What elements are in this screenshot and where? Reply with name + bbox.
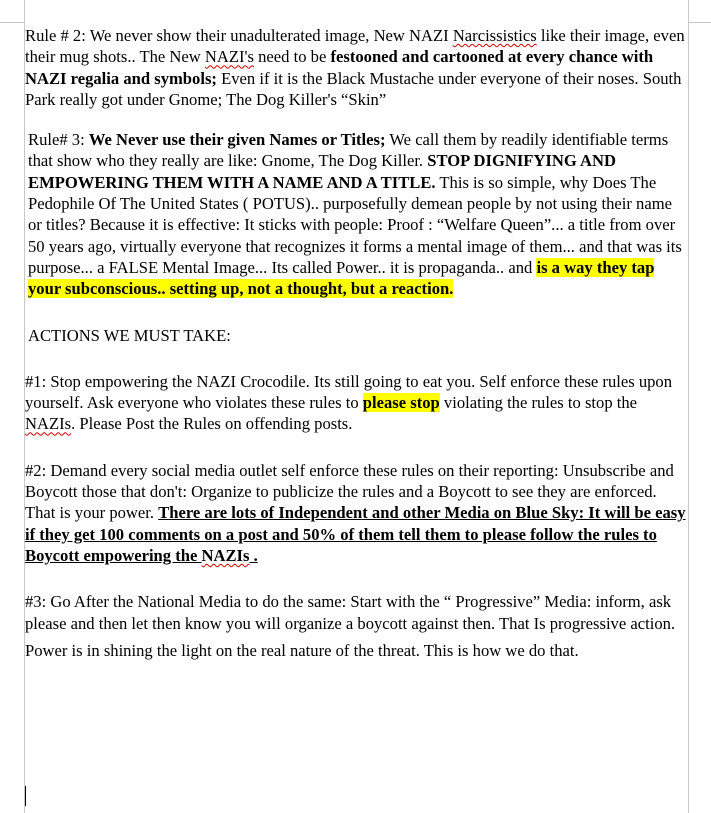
rule-2-paragraph: Rule # 2: We never show their unadulterated image, New NAZI Narcissistics like their image, even their mug shots.. The New NAZI's need to be festooned and cartooned at every chance with NAZI regalia and symbols; Even if it is the Black Mustache under everyone of their noses. South Park really got under Gnome; The Dog Killer's “Skin” [25,26,685,109]
spellcheck-word[interactable]: NAZI's [204,47,254,67]
right-margin-guide [688,0,689,813]
actions-heading: ACTIONS WE MUST TAKE: [28,325,231,345]
spellcheck-word[interactable]: Narcissistics [452,26,537,45]
document-body[interactable] [25,25,687,661]
text-cursor [25,786,26,806]
highlighted-text: is a way they tap your subconscious.. setting up, not a thought, but a reaction. [28,257,655,299]
bold-text: festooned and cartooned at every chance with NAZI regalia and symbols; [25,47,654,88]
spellcheck-word[interactable]: NAZIs [25,414,72,434]
top-left-margin-mark [0,22,24,23]
action-3-paragraph: #3: Go After the National Media to do the same: Start with the “ Progressive” Media: inform, ask please and then let then know you will organize a boycott against then. That Is progressive action. [25,592,676,633]
highlighted-text: please stop [362,393,440,413]
bold-text: We Never use their given Names or Titles; [88,130,386,150]
spellcheck-word[interactable]: NAZIs [201,545,250,565]
action-2-paragraph: #2: Demand every social media outlet self enforce these rules on their reporting: Unsubscribe and Boycott those that don't: Organize to publicize the rules and a Boycott to see they are enforced. That is your power. There are lots of Independent and other Media on Blue Sky: It will be easy if they get 100 comments on a post and 50% of them tell them to please follow the rules to Boycott empowering the NAZIs . [25,460,686,565]
action-1-paragraph: #1: Stop empowering the NAZI Crocodile. Its still going to eat you. Self enforce these rules upon yourself. Ask everyone who violates these rules to please stop violating the rules to stop the NAZIs. Please Post the Rules on offending posts. [25,371,673,434]
closing-paragraph: Power is in shining the light on the real nature of the threat. This is how we do that. [25,640,579,660]
top-right-margin-mark [688,22,711,23]
bold-underlined-text: There are lots of Independent and other Media on Blue Sky: It will be easy if they get 100 comments on a post and 50% of them tell them to please follow the rules to Boycott empowering the [25,503,686,565]
bold-text: STOP DIGNIFYING AND EMPOWERING THEM WITH A NAME AND A TITLE. [28,151,616,192]
rule-3-paragraph: Rule# 3: We Never use their given Names or Titles; We call them by readily identifiable terms that show who they really are like: Gnome, The Dog Killer. STOP DIGNIFYING AND EMPOWERING THEM WITH A NAME AND A TITLE. This is so simple, why Does The Pedophile Of The United States ( POTUS).. purposefully demean people by not using their name or titles? Because it is effective: It sticks with people: Proof : “Welfare Queen”... a title from over 50 years ago, virtually everyone that recognizes it forms a mental image of them... and that was its purpose... a FALSE Mental Image... Its called Power.. it is propaganda.. and is a way they tap your subconscious.. setting up, not a thought, but a reaction. [28,130,682,299]
